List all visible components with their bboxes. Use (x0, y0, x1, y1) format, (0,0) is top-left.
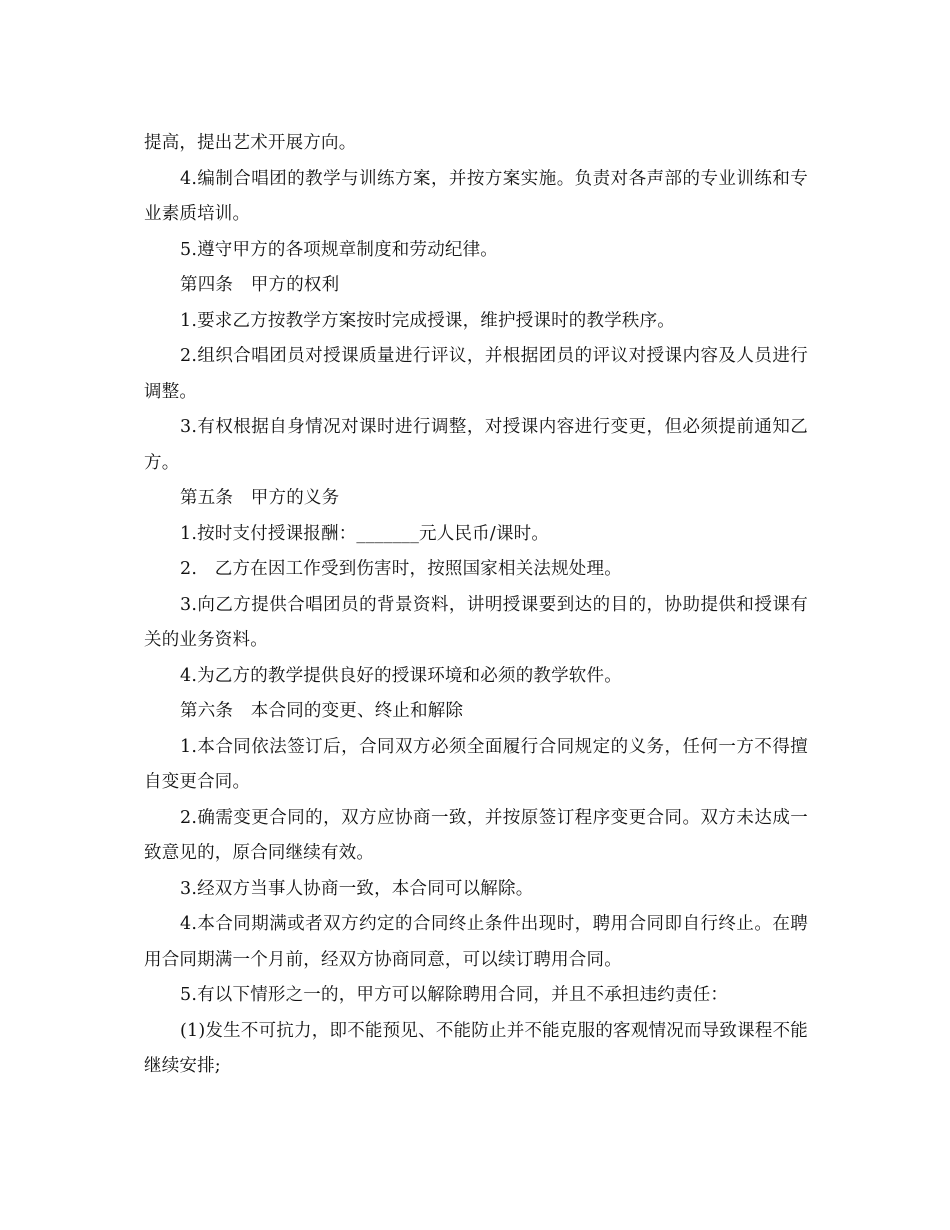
paragraph-article-6-item-2: 2.确需变更合同的，双方应协商一致，并按原签订程序变更合同。双方未达成一致意见的，原合同继续有效。 (144, 807, 808, 863)
section-heading-article-6: 第六条 本合同的变更、终止和解除 (180, 701, 464, 721)
paragraph-article-4-item-3: 3.有权根据自身情况对课时进行调整，对授课内容进行变更，但必须提前通知乙方。 (144, 417, 808, 473)
paragraph-article-5-item-3: 3.向乙方提供合唱团员的背景资料，讲明授课要到达的目的，协助提供和授课有关的业务资料。 (144, 594, 808, 650)
paragraph-article-6-item-4: 4.本合同期满或者双方约定的合同终止条件出现时，聘用合同即自行终止。在聘用合同期满一个月前，经双方协商同意，可以续订聘用合同。 (144, 914, 808, 970)
document-body (144, 126, 808, 1085)
paragraph-article-4-item-2: 2.组织合唱团员对授课质量进行评议，并根据团员的评议对授课内容及人员进行调整。 (144, 346, 808, 402)
paragraph-item-4: 4.编制合唱团的教学与训练方案，并按方案实施。负责对各声部的专业训练和专业素质培训。 (144, 168, 808, 224)
paragraph-article-6-item-1: 1.本合同依法签订后，合同双方必须全面履行合同规定的义务，任何一方不得擅自变更合同。 (144, 736, 808, 792)
paragraph-item-5: 5.遵守甲方的各项规章制度和劳动纪律。 (180, 239, 498, 260)
paragraph-continuation: 提高，提出艺术开展方向。 (144, 133, 357, 153)
paragraph-article-6-item-3: 3.经双方当事人协商一致，本合同可以解除。 (180, 878, 534, 899)
paragraph-article-5-item-1: 1.按时支付授课报酬：_______元人民币/课时。 (180, 523, 550, 544)
paragraph-article-5-item-4: 4.为乙方的教学提供良好的授课环境和必须的教学软件。 (180, 665, 622, 686)
section-heading-article-4: 第四条 甲方的权利 (180, 275, 340, 295)
paragraph-article-6-item-5-sub-1: (1)发生不可抗力，即不能预见、不能防止并不能克服的客观情况而导致课程不能继续安排; (144, 1020, 808, 1076)
paragraph-article-4-item-1: 1.要求乙方按教学方案按时完成授课，维护授课时的教学秩序。 (180, 310, 675, 331)
paragraph-article-6-item-5: 5.有以下情形之一的，甲方可以解除聘用合同，并且不承担违约责任： (180, 985, 729, 1005)
section-heading-article-5: 第五条 甲方的义务 (180, 488, 340, 508)
paragraph-article-5-item-2: 2. 乙方在因工作受到伤害时，按照国家相关法规处理。 (180, 559, 622, 579)
